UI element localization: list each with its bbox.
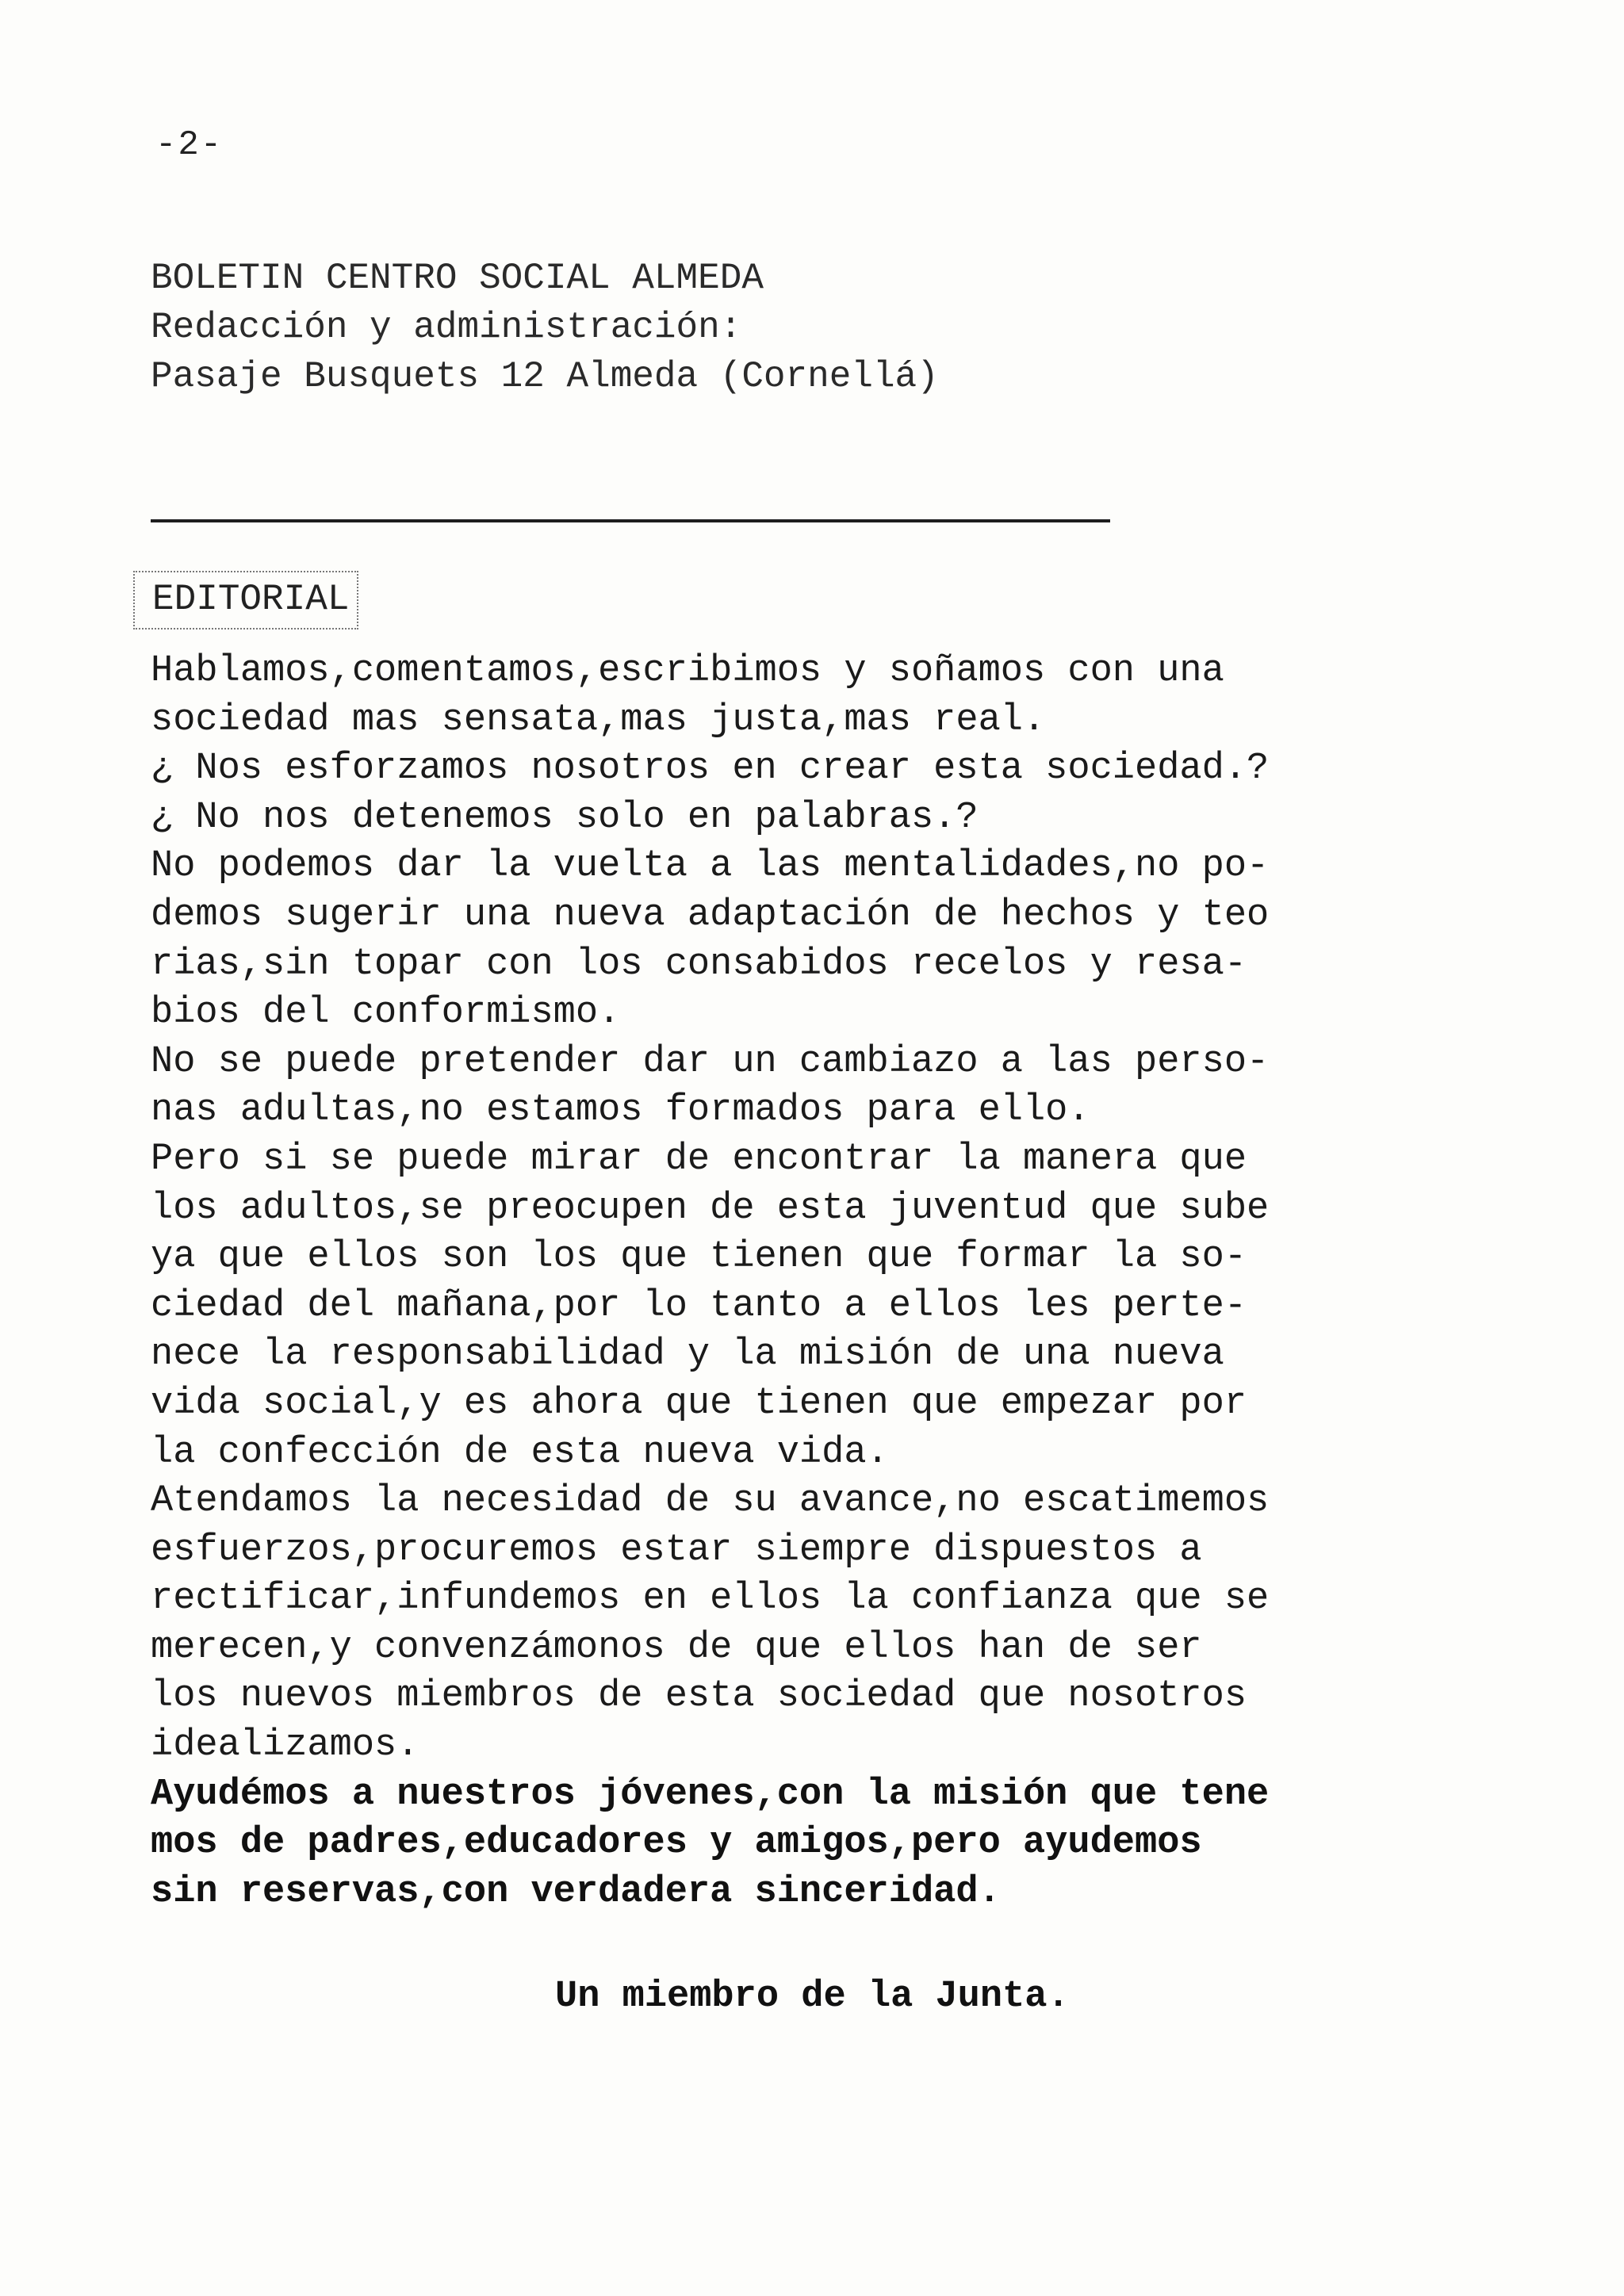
body-line: Pero si se puede mirar de encontrar la manera que: [151, 1138, 1247, 1181]
body-line: Ayudémos a nuestros jóvenes,con la misión que tene: [151, 1773, 1270, 1816]
body-line: idealizamos.: [151, 1724, 419, 1767]
masthead-subtitle: Redacción y administración:: [151, 307, 742, 348]
masthead-address: Pasaje Busquets 12 Almeda (Cornellá): [151, 356, 939, 397]
body-line: rectificar,infundemos en ellos la confianza que se: [151, 1578, 1270, 1621]
body-line: mos de padres,educadores y amigos,pero ayudemos: [151, 1822, 1202, 1865]
page-number: -2-: [155, 125, 224, 165]
body-line: nece la responsabilidad y la misión de una nueva: [151, 1334, 1224, 1376]
signature: Un miembro de la Junta.: [555, 1976, 1070, 2018]
body-line: bios del conformismo.: [151, 992, 621, 1035]
masthead: [151, 254, 1419, 401]
body-line: demos sugerir una nueva adaptación de hechos y teo: [151, 894, 1270, 936]
section-label: EDITORIAL: [133, 571, 358, 629]
body-line: vida social,y es ahora que tienen que empezar por: [151, 1382, 1247, 1425]
body-line: ¿ No nos detenemos solo en palabras.?: [151, 796, 979, 839]
body-line: sin reservas,con verdadera sinceridad.: [151, 1870, 1001, 1913]
masthead-title: BOLETIN CENTRO SOCIAL ALMEDA: [151, 258, 764, 299]
body-line: los adultos,se preocupen de esta juventud que sube: [151, 1187, 1270, 1230]
body-line: la confección de esta nueva vida.: [151, 1431, 889, 1474]
body-line: merecen,y convenzámonos de que ellos han de ser: [151, 1626, 1202, 1669]
body-line: los nuevos miembros de esta sociedad que nosotros: [151, 1675, 1247, 1718]
header-divider: [151, 519, 1110, 522]
body-line: rias,sin topar con los consabidos recelos y resa-: [151, 943, 1247, 985]
body-line: sociedad mas sensata,mas justa,mas real.: [151, 698, 1046, 741]
body-line: Hablamos,comentamos,escribimos y soñamos con una: [151, 650, 1224, 692]
body-line: No podemos dar la vuelta a las mentalidades,no po-: [151, 845, 1270, 888]
body-line: Atendamos la necesidad de su avance,no escatimemos: [151, 1480, 1270, 1523]
body-line: No se puede pretender dar un cambiazo a las perso-: [151, 1040, 1270, 1083]
body-line: nas adultas,no estamos formados para ello.: [151, 1089, 1090, 1132]
body-line: ya que ellos son los que tienen que formar la so-: [151, 1236, 1247, 1279]
body-line: esfuerzos,procuremos estar siempre dispuestos a: [151, 1529, 1202, 1571]
body-line: ciedad del mañana,por lo tanto a ellos les perte-: [151, 1284, 1247, 1327]
editorial-body: [151, 647, 1515, 1916]
body-line: ¿ Nos esforzamos nosotros en crear esta sociedad.?: [151, 748, 1270, 790]
